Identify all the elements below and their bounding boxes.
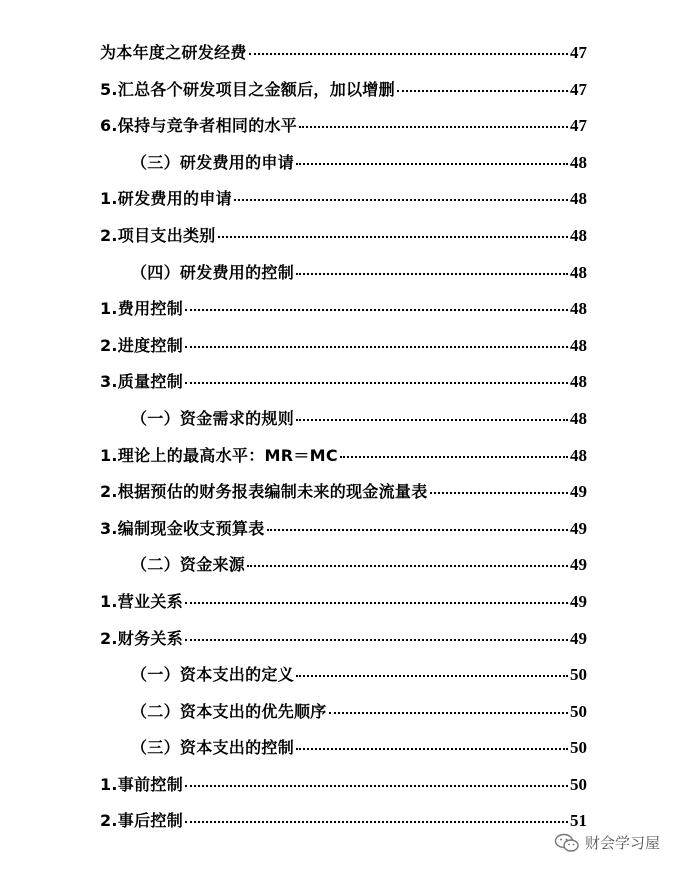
toc-entry-title: 2.事后控制 <box>100 811 184 831</box>
toc-entry[interactable] <box>100 808 587 845</box>
toc-entry-page: 48 <box>570 408 587 428</box>
toc-entry[interactable] <box>100 40 587 77</box>
toc-entry-title: 1.费用控制 <box>100 299 184 319</box>
toc-section-entry[interactable] <box>100 150 587 187</box>
toc-leader-dots <box>296 748 568 750</box>
toc-entry-title: 3.编制现金收支预算表 <box>100 518 265 538</box>
toc-leader-dots <box>218 236 568 238</box>
toc-entry[interactable] <box>100 333 587 370</box>
toc-entry[interactable] <box>100 589 587 626</box>
toc-section-entry[interactable] <box>100 406 587 443</box>
toc-entry[interactable] <box>100 113 587 150</box>
toc-entry[interactable] <box>100 77 587 114</box>
toc-section-entry[interactable] <box>100 552 587 589</box>
toc-entry-title: 1.营业关系 <box>100 591 184 611</box>
toc-entry-page: 48 <box>570 225 587 245</box>
toc-section-entry[interactable] <box>100 662 587 699</box>
toc-entry-title: 2.根据预估的财务报表编制未来的现金流量表 <box>100 482 428 502</box>
toc-entry-page: 50 <box>570 774 587 794</box>
toc-entry-title: （二）资本支出的优先顺序 <box>131 701 327 721</box>
toc-entry-title: 1.理论上的最高水平：MR＝MC <box>100 445 338 465</box>
toc-section-entry[interactable] <box>100 735 587 772</box>
toc-leader-dots <box>185 309 568 311</box>
toc-entry-title: （一）资本支出的定义 <box>131 665 295 685</box>
toc-entry-title: 2.财务关系 <box>100 628 184 648</box>
toc-entry-page: 47 <box>570 43 587 62</box>
wechat-icon <box>554 833 580 853</box>
toc-leader-dots <box>185 785 568 787</box>
toc-leader-dots <box>185 639 568 641</box>
toc-entry-title: （三）研发费用的申请 <box>131 152 295 172</box>
toc-entry-page: 49 <box>570 628 587 648</box>
toc-entry-page: 50 <box>570 738 587 758</box>
toc-entry-page: 50 <box>570 665 587 685</box>
toc-entry[interactable] <box>100 516 587 553</box>
toc-entry[interactable] <box>100 369 587 406</box>
toc-entry-title: 1.研发费用的申请 <box>100 189 232 209</box>
toc-entry-title: 6.保持与竞争者相同的水平 <box>100 116 298 136</box>
toc-section-entry[interactable] <box>100 260 587 297</box>
toc-entry-page: 49 <box>570 482 587 502</box>
toc-entry-page: 48 <box>570 445 587 465</box>
toc-leader-dots <box>247 565 568 567</box>
toc-leader-dots <box>249 53 568 55</box>
toc-entry-page: 49 <box>570 591 587 611</box>
toc-entry-page: 47 <box>570 116 587 136</box>
toc-leader-dots <box>185 382 568 384</box>
toc-entry-title: （四）研发费用的控制 <box>131 262 295 282</box>
watermark-label: 财会学习屋 <box>584 834 660 852</box>
table-of-contents <box>100 40 587 845</box>
toc-entry-title: 2.进度控制 <box>100 335 184 355</box>
toc-entry-title: （二）资金来源 <box>131 555 246 575</box>
toc-entry-title: （一）资金需求的规则 <box>131 408 295 428</box>
toc-entry-title: 为本年度之研发经费 <box>100 43 247 62</box>
toc-entry[interactable] <box>100 443 587 480</box>
toc-entry-page: 50 <box>570 701 587 721</box>
toc-leader-dots <box>296 675 568 677</box>
toc-section-entry[interactable] <box>100 699 587 736</box>
toc-entry-page: 51 <box>570 811 587 831</box>
toc-entry-title: 2.项目支出类别 <box>100 225 216 245</box>
toc-leader-dots <box>185 602 568 604</box>
toc-entry-page: 48 <box>570 335 587 355</box>
toc-entry-page: 48 <box>570 372 587 392</box>
toc-entry[interactable] <box>100 223 587 260</box>
toc-entry[interactable] <box>100 626 587 663</box>
toc-entry[interactable] <box>100 772 587 809</box>
toc-entry-title: 3.质量控制 <box>100 372 184 392</box>
toc-entry[interactable] <box>100 296 587 333</box>
toc-entry[interactable] <box>100 479 587 516</box>
toc-leader-dots <box>296 163 568 165</box>
toc-entry-page: 48 <box>570 189 587 209</box>
toc-leader-dots <box>234 199 568 201</box>
toc-entry-title: （三）资本支出的控制 <box>131 738 295 758</box>
toc-entry-page: 49 <box>570 555 587 575</box>
toc-leader-dots <box>296 273 568 275</box>
toc-leader-dots <box>397 90 568 92</box>
toc-entry-page: 49 <box>570 518 587 538</box>
toc-entry-page: 48 <box>570 152 587 172</box>
toc-leader-dots <box>329 712 568 714</box>
toc-leader-dots <box>296 419 568 421</box>
toc-entry-page: 47 <box>570 79 587 99</box>
toc-leader-dots <box>430 492 568 494</box>
toc-leader-dots <box>185 346 568 348</box>
toc-entry-title: 1.事前控制 <box>100 774 184 794</box>
toc-entry[interactable] <box>100 186 587 223</box>
watermark <box>550 830 664 855</box>
toc-leader-dots <box>340 456 568 458</box>
toc-leader-dots <box>267 529 568 531</box>
toc-leader-dots <box>299 126 568 128</box>
toc-entry-title: 5.汇总各个研发项目之金额后，加以增删 <box>100 79 395 99</box>
toc-leader-dots <box>185 821 568 823</box>
toc-entry-page: 48 <box>570 262 587 282</box>
toc-entry-page: 48 <box>570 299 587 319</box>
